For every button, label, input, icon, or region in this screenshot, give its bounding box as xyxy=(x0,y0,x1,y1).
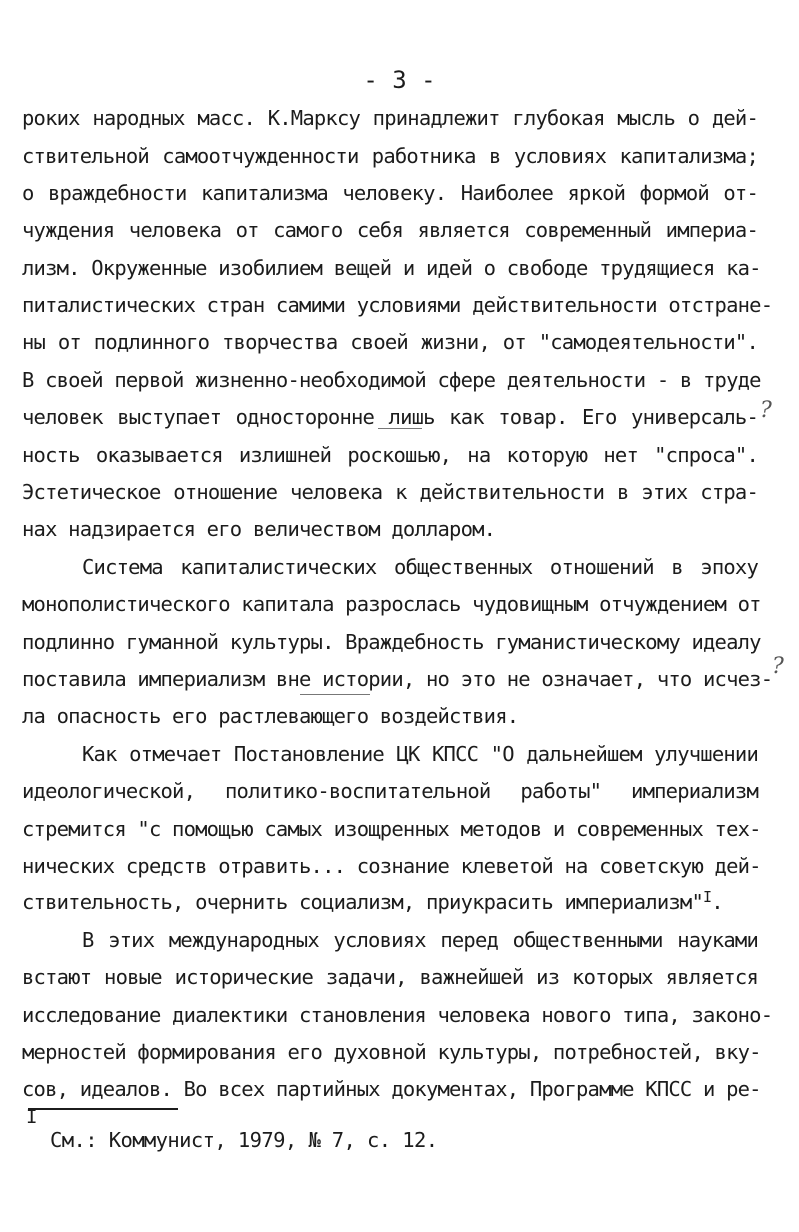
page-number: - 3 - xyxy=(363,66,436,94)
body-line: монополистического капитала разрослась чудовищным отчуждением от xyxy=(22,592,761,616)
body-line: ла опасность его растлевающего воздействия. xyxy=(22,704,519,728)
footnote-text: См.: Коммунист, 1979, № 7, с. 12. xyxy=(50,1128,438,1152)
body-line: нах надзирается его величеством долларом. xyxy=(22,517,496,541)
paragraph-first-line: Как отмечает Постановление ЦК КПСС "О дальнейшем улучшении xyxy=(82,742,758,766)
pencil-underline xyxy=(378,428,422,429)
body-line-with-footnote-ref: ствительность, очернить социализм, приукрасить империализм"$^I$. xyxy=(22,888,723,914)
body-line: роких народных масс. К.Марксу принадлежит глубокая мысль о дей- xyxy=(22,106,758,130)
body-line: ствительной самоотчужденности работника в условиях капитализма; xyxy=(22,144,758,168)
body-line: питалистических стран самими условиями действительности отстране- xyxy=(22,293,773,317)
body-line: сов, идеалов. Во всех партийных документах, Программе КПСС и ре- xyxy=(22,1077,761,1101)
body-line: лизм. Окруженные изобилием вещей и идей о свободе трудящиеся ка- xyxy=(22,256,761,280)
body-line: Эстетическое отношение человека к действительности в этих стра- xyxy=(22,480,758,504)
body-line: ны от подлинного творчества своей жизни, от "самодеятельности". xyxy=(22,330,758,354)
body-line: о враждебности капитализма человеку. Наиболее яркой формой от- xyxy=(22,181,758,205)
body-line: исследование диалектики становления человека нового типа, законо- xyxy=(22,1003,773,1027)
margin-pencil-mark: ? xyxy=(772,654,784,679)
body-line: подлинно гуманной культуры. Враждебность гуманистическому идеалу xyxy=(22,630,761,654)
footnote-reference: I xyxy=(702,888,712,906)
body-line: В своей первой жизненно-необходимой сфере деятельности - в труде xyxy=(22,368,761,392)
body-line: нических средств отравить... сознание клеветой на советскую дей- xyxy=(22,854,761,878)
footnote-separator xyxy=(28,1108,178,1110)
body-line: чуждения человека от самого себя является современный империа- xyxy=(22,218,758,242)
margin-pencil-mark: ? xyxy=(760,398,772,423)
body-line: мерностей формирования его духовной культуры, потребностей, вку- xyxy=(22,1040,761,1064)
footnote-mark: I xyxy=(26,1106,38,1128)
body-line: человек выступает односторонне лишь как товар. Его универсаль- xyxy=(22,405,758,429)
body-line: ность оказывается излишней роскошью, на которую нет "спроса". xyxy=(22,443,758,467)
body-line: идеологической, политико-воспитательной работы" империализм xyxy=(22,779,758,803)
body-line: поставила империализм вне истории, но это не означает, что исчез- xyxy=(22,667,773,691)
body-line: встают новые исторические задачи, важнейшей из которых является xyxy=(22,965,758,989)
body-line-text: ствительность, очернить социализм, приукрасить империализм" xyxy=(22,890,703,914)
body-line: стремится "с помощью самых изощренных методов и современных тех- xyxy=(22,817,761,841)
paragraph-first-line: В этих международных условиях перед общественными науками xyxy=(82,928,758,952)
pencil-underline xyxy=(300,694,370,695)
paragraph-first-line: Система капиталистических общественных отношений в эпоху xyxy=(82,555,758,579)
